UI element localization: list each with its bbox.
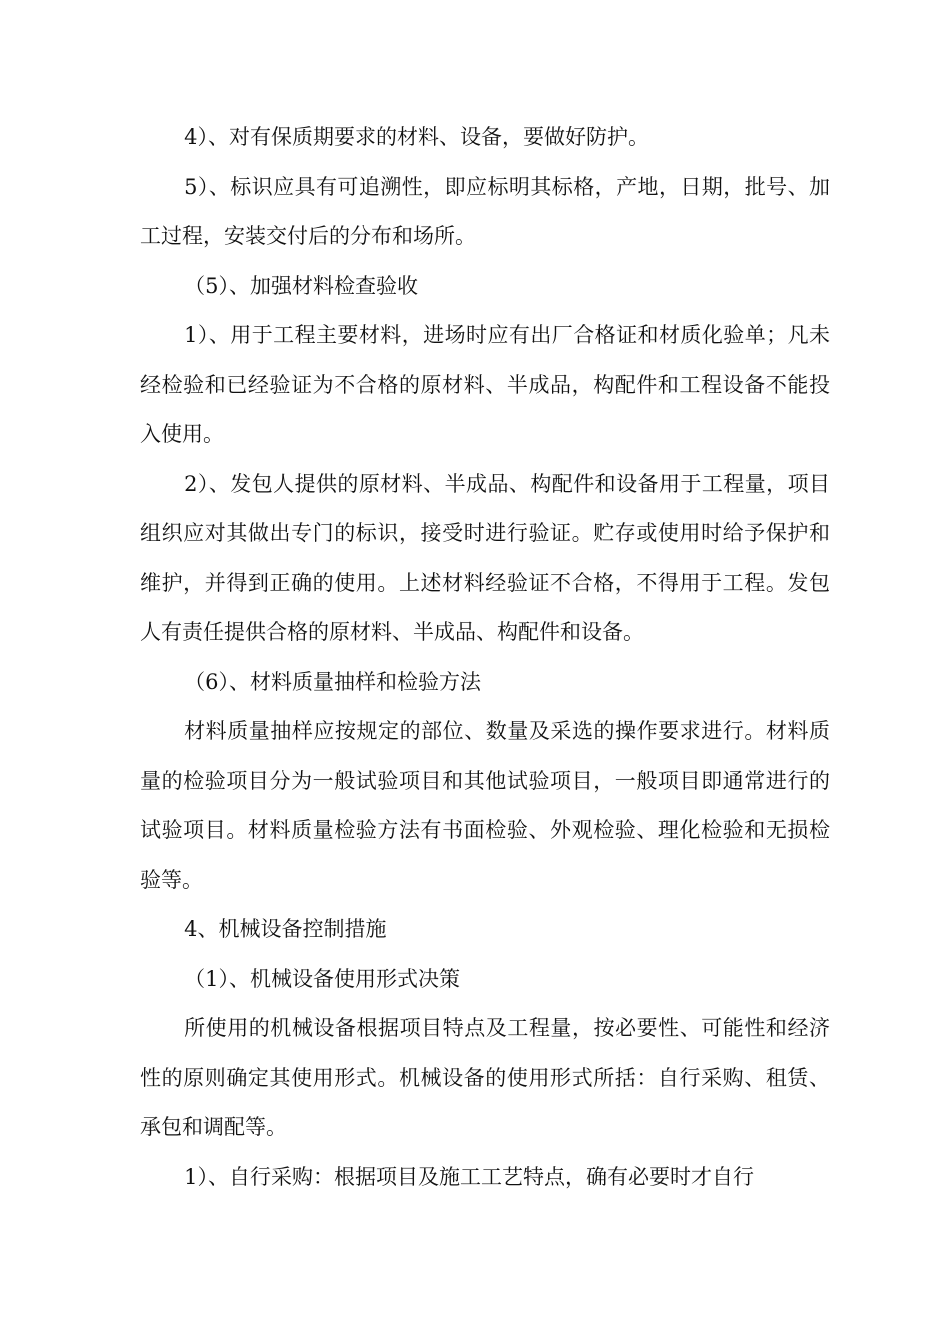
- heading-equipment-control: 4、机械设备控制措施: [184, 917, 387, 941]
- paragraph-sampling: 材料质量抽样应按规定的部位、数量及采选的操作要求进行。材料质量的检验项目分为一般试验项目和其他试验项目，一般项目即通常进行的试验项目。材料质量检验方法有书面检验、外观检验、理化检验和无损检验等。: [140, 719, 830, 892]
- document-body: [140, 113, 830, 1202]
- paragraph-storage-protection: 4）、对有保质期要求的材料、设备，要做好防护。: [184, 125, 649, 149]
- paragraph-traceability: 5）、标识应具有可追溯性，即应标明其标格，产地，日期，批号、加工过程，安装交付后的分布和场所。: [140, 174, 830, 248]
- paragraph-self-purchase: 1）、自行采购：根据项目及施工工艺特点，确有必要时才自行: [184, 1164, 754, 1189]
- paragraph-main-materials: 1）、用于工程主要材料，进场时应有出厂合格证和材质化验单；凡未经检验和已经验证为不合格的原材料、半成品，构配件和工程设备不能投入使用。: [140, 323, 830, 446]
- paragraph-employer-materials: 2）、发包人提供的原材料、半成品、构配件和设备用于工程量，项目组织应对其做出专门的标识，接受时进行验证。贮存或使用时给予保护和维护，并得到正确的使用。上述材料经验证不合格，不得用于工程。发包人有责任提供合格的原材料、半成品、构配件和设备。: [140, 471, 830, 644]
- heading-equipment-usage-decision: （1）、机械设备使用形式决策: [184, 966, 460, 991]
- heading-material-inspection: （5）、加强材料检查验收: [184, 273, 418, 298]
- heading-sampling-methods: （6）、材料质量抽样和检验方法: [184, 669, 481, 694]
- paragraph-equipment-usage: 所使用的机械设备根据项目特点及工程量，按必要性、可能性和经济性的原则确定其使用形式。机械设备的使用形式所括：自行采购、租赁、承包和调配等。: [140, 1016, 830, 1139]
